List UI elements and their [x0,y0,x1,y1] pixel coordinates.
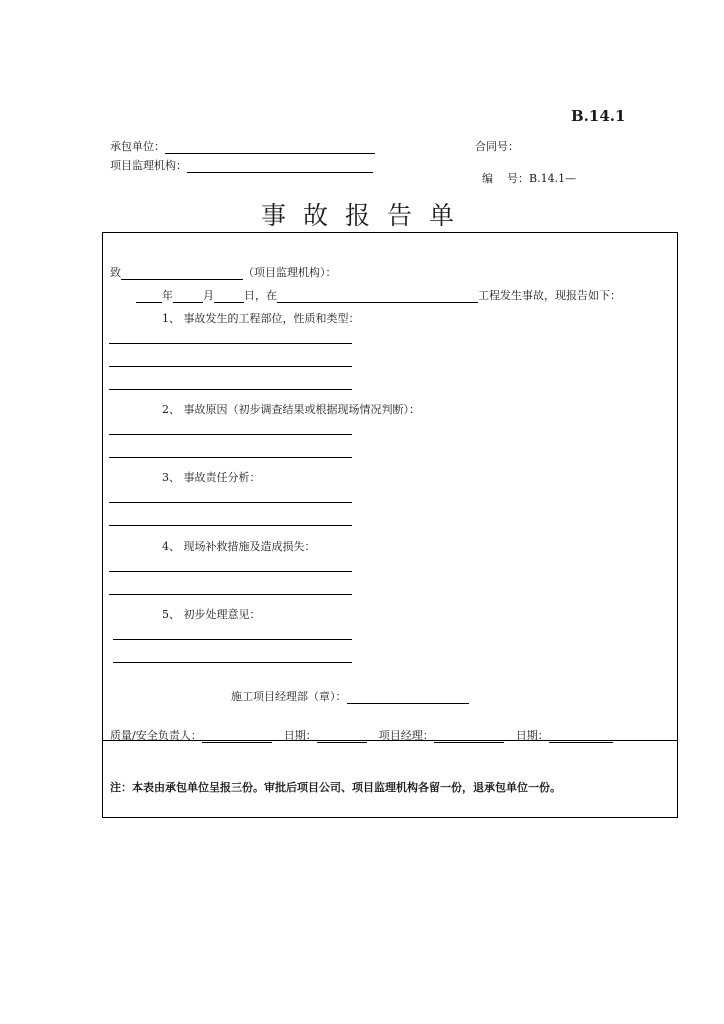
supervisor-field[interactable] [187,160,373,173]
supervisor-row [110,157,373,173]
item-5-label: 5、 初步处理意见： [162,608,261,621]
to-suffix: （项目监理机构）： [243,266,337,279]
date-field-2[interactable] [549,730,613,743]
item-4-line[interactable] [109,571,352,572]
contractor-row [110,138,375,154]
contractor-label: 承包单位： [110,140,165,153]
item-3-label: 3、 事故责任分析： [162,471,261,484]
serial-label: 编 号： [482,172,529,185]
item-1-line[interactable] [109,389,352,390]
date-field-1[interactable] [317,730,367,743]
item-1-line[interactable] [109,343,352,344]
item-2-label: 2、 事故原因（初步调查结果或根据现场情况判断）： [162,403,420,416]
to-field[interactable] [121,267,243,280]
month-field[interactable] [173,290,203,303]
dept-field[interactable] [347,691,469,704]
item-3-line[interactable] [109,502,352,503]
item-5-line[interactable] [113,662,352,663]
signature-row [110,727,613,743]
location-field[interactable] [277,290,478,303]
year-field[interactable] [136,290,162,303]
intro-tail: 工程发生事故，现报告如下： [478,289,621,302]
pm-label: 项目经理： [378,729,434,742]
day-label: 日，在 [244,289,277,302]
serial-value: B.14.1— [529,172,577,185]
to-prefix: 致 [110,266,121,279]
item-4-line[interactable] [109,594,352,595]
month-label: 月 [203,289,214,302]
date-label-2: 日期： [515,729,549,742]
intro-row [136,287,621,303]
supervisor-label: 项目监理机构： [110,159,187,172]
to-row [110,264,337,280]
contract-no-label: 合同号： [475,140,519,153]
day-field[interactable] [214,290,244,303]
serial-row [475,157,576,186]
safety-field[interactable] [202,730,272,743]
item-5-line[interactable] [113,639,352,640]
item-1-line[interactable] [109,366,352,367]
dept-row [231,688,469,704]
safety-label: 质量/安全负责人： [110,729,202,742]
contractor-field[interactable] [165,141,375,154]
dept-label: 施工项目经理部（章）： [231,690,347,703]
year-label: 年 [162,289,173,302]
footer-note: 注：本表由承包单位呈报三份。审批后项目公司、项目监理机构各留一份，退承包单位一份。 [110,781,561,794]
form-code: B.14.1 [571,107,626,125]
item-1-label: 1、 事故发生的工程部位，性质和类型： [162,312,360,325]
item-3-line[interactable] [109,525,352,526]
item-2-line[interactable] [109,457,352,458]
date-label-1: 日期： [283,729,317,742]
item-2-line[interactable] [109,434,352,435]
page-title: 事故报告单 [260,201,471,230]
item-4-label: 4、 现场补救措施及造成损失： [162,540,316,553]
pm-field[interactable] [434,730,504,743]
